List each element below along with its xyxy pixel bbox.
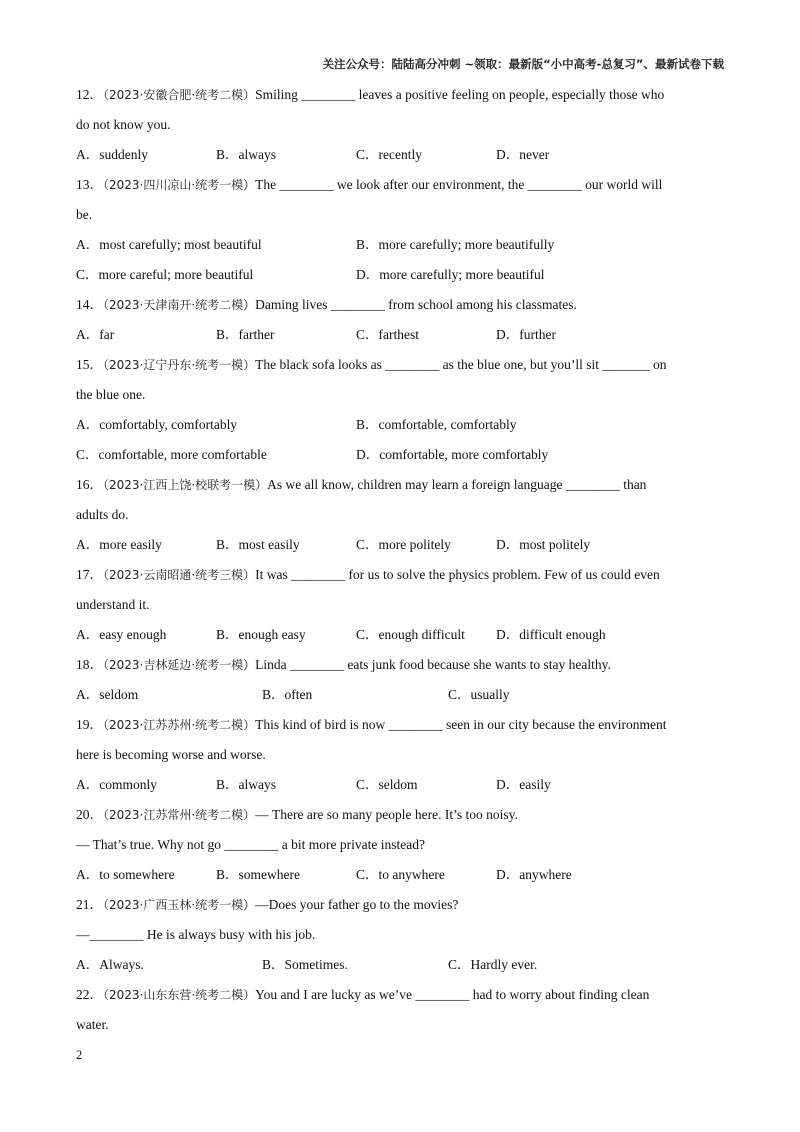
question-stem-continued: [76, 1010, 724, 1040]
answer-option: C．Hardly ever.: [448, 957, 538, 972]
answer-options-row: [76, 440, 724, 470]
answer-option: A．seldom: [76, 687, 139, 702]
answer-option: D．further: [496, 327, 556, 342]
answer-options-row: [76, 230, 724, 260]
page-number: 2: [76, 1048, 83, 1062]
question-source: （2023·安徽合肥·统考二模）: [103, 88, 256, 102]
question-number: 12．: [76, 87, 103, 102]
answer-option: D．more carefully; more beautiful: [356, 267, 545, 282]
answer-options-row: [76, 260, 724, 290]
question-stem: [76, 470, 724, 500]
answer-option: B．comfortable, comfortably: [356, 417, 517, 432]
question-text: here is becoming worse and worse.: [76, 747, 266, 762]
question-stem: [76, 710, 724, 740]
answer-option: B．often: [262, 687, 313, 702]
question-text: Daming lives ________ from school among his classmates.: [255, 297, 577, 312]
question-source: （2023·江苏苏州·统考二模）: [103, 718, 256, 732]
question-stem: [76, 350, 724, 380]
question-stem: [76, 560, 724, 590]
answer-option: C．enough difficult: [356, 627, 465, 642]
question-source: （2023·山东东营·统考二模）: [103, 988, 256, 1002]
question-text: understand it.: [76, 597, 150, 612]
answer-options-row: [76, 950, 724, 980]
question-text: — There are so many people here. It’s too noisy.: [255, 807, 518, 822]
question-text: — That’s true. Why not go ________ a bit more private instead?: [76, 837, 425, 852]
answer-option: A．to somewhere: [76, 867, 175, 882]
question-text: Linda ________ eats junk food because she wants to stay healthy.: [255, 657, 611, 672]
answer-option: A．Always.: [76, 957, 144, 972]
question-stem: [76, 80, 724, 110]
question-list: [76, 80, 724, 1040]
question-19: [76, 710, 724, 800]
question-source: （2023·吉林延边·统考一模）: [103, 658, 256, 672]
question-13: [76, 170, 724, 290]
question-stem: [76, 170, 724, 200]
question-number: 13．: [76, 177, 103, 192]
answer-option: B．enough easy: [216, 627, 306, 642]
question-stem-continued: [76, 380, 724, 410]
question-17: [76, 560, 724, 650]
question-text: Smiling ________ leaves a positive feeling on people, especially those who: [255, 87, 665, 102]
answer-option: D．difficult enough: [496, 627, 606, 642]
answer-options-row: [76, 530, 724, 560]
question-stem-continued: [76, 590, 724, 620]
question-text: You and I are lucky as we’ve ________ had to worry about finding clean: [255, 987, 650, 1002]
question-number: 16．: [76, 477, 103, 492]
answer-option: A．easy enough: [76, 627, 167, 642]
question-text: The black sofa looks as ________ as the blue one, but you’ll sit _______ on: [255, 357, 667, 372]
question-source: （2023·江苏常州·统考二模）: [103, 808, 256, 822]
question-source: （2023·四川凉山·统考一模）: [103, 178, 256, 192]
answer-option: C．recently: [356, 147, 422, 162]
question-text: —Does your father go to the movies?: [255, 897, 459, 912]
question-14: [76, 290, 724, 350]
answer-option: A．far: [76, 327, 115, 342]
answer-option: C．farthest: [356, 327, 419, 342]
answer-option: C．more politely: [356, 537, 451, 552]
question-18: [76, 650, 724, 710]
question-text: As we all know, children may learn a foreign language ________ than: [267, 477, 647, 492]
question-text: adults do.: [76, 507, 129, 522]
question-stem-continued: [76, 500, 724, 530]
answer-option: C．more careful; more beautiful: [76, 267, 254, 282]
answer-option: B．more carefully; more beautifully: [356, 237, 555, 252]
answer-option: A．most carefully; most beautiful: [76, 237, 262, 252]
question-stem: [76, 980, 724, 1010]
answer-option: D．anywhere: [496, 867, 572, 882]
answer-option: A．suddenly: [76, 147, 148, 162]
question-21: [76, 890, 724, 980]
answer-options-row: [76, 620, 724, 650]
answer-option: D．most politely: [496, 537, 591, 552]
answer-options-row: [76, 140, 724, 170]
question-20: [76, 800, 724, 890]
question-text: do not know you.: [76, 117, 171, 132]
question-number: 20．: [76, 807, 103, 822]
answer-option: C．usually: [448, 687, 510, 702]
question-source: （2023·天津南开·统考二模）: [103, 298, 256, 312]
question-source: （2023·江西上饶·校联考一模）: [103, 478, 268, 492]
question-stem: [76, 890, 724, 920]
answer-option: C．seldom: [356, 777, 418, 792]
answer-option: A．more easily: [76, 537, 162, 552]
question-number: 15．: [76, 357, 103, 372]
answer-option: B．farther: [216, 327, 275, 342]
question-stem-continued: [76, 200, 724, 230]
answer-option: A．comfortably, comfortably: [76, 417, 238, 432]
question-number: 18．: [76, 657, 103, 672]
question-stem: [76, 800, 724, 830]
question-number: 19．: [76, 717, 103, 732]
answer-option: A．commonly: [76, 777, 157, 792]
answer-options-row: [76, 680, 724, 710]
question-text: This kind of bird is now ________ seen in our city because the environment: [255, 717, 667, 732]
answer-option: D．never: [496, 147, 550, 162]
answer-options-row: [76, 410, 724, 440]
question-text: be.: [76, 207, 93, 222]
question-15: [76, 350, 724, 470]
question-stem: [76, 290, 724, 320]
question-stem-continued: [76, 830, 724, 860]
answer-option: B．Sometimes.: [262, 957, 348, 972]
answer-option: B．most easily: [216, 537, 300, 552]
question-16: [76, 470, 724, 560]
question-stem: [76, 650, 724, 680]
question-12: [76, 80, 724, 170]
page-header: 关注公众号：陆陆高分冲刺 ~领取：最新版“小中高考-总复习”、最新试卷下载: [322, 57, 724, 71]
answer-option: D．easily: [496, 777, 551, 792]
question-number: 22．: [76, 987, 103, 1002]
answer-option: B．always: [216, 147, 276, 162]
question-stem-continued: [76, 920, 724, 950]
answer-option: D．comfortable, more comfortably: [356, 447, 549, 462]
question-text: The ________ we look after our environment, the ________ our world will: [255, 177, 663, 192]
question-source: （2023·广西玉林·统考一模）: [103, 898, 256, 912]
question-stem-continued: [76, 740, 724, 770]
question-source: （2023·云南昭通·统考三模）: [103, 568, 256, 582]
answer-options-row: [76, 770, 724, 800]
answer-options-row: [76, 320, 724, 350]
question-22: [76, 980, 724, 1040]
question-stem-continued: [76, 110, 724, 140]
answer-option: B．always: [216, 777, 276, 792]
answer-option: B．somewhere: [216, 867, 300, 882]
question-number: 21．: [76, 897, 103, 912]
question-text: —________ He is always busy with his job.: [76, 927, 316, 942]
question-text: water.: [76, 1017, 109, 1032]
question-number: 17．: [76, 567, 103, 582]
answer-option: C．comfortable, more comfortable: [76, 447, 267, 462]
question-source: （2023·辽宁丹东·统考一模）: [103, 358, 256, 372]
question-text: the blue one.: [76, 387, 146, 402]
answer-options-row: [76, 860, 724, 890]
question-text: It was ________ for us to solve the physics problem. Few of us could even: [255, 567, 660, 582]
answer-option: C．to anywhere: [356, 867, 445, 882]
question-number: 14．: [76, 297, 103, 312]
